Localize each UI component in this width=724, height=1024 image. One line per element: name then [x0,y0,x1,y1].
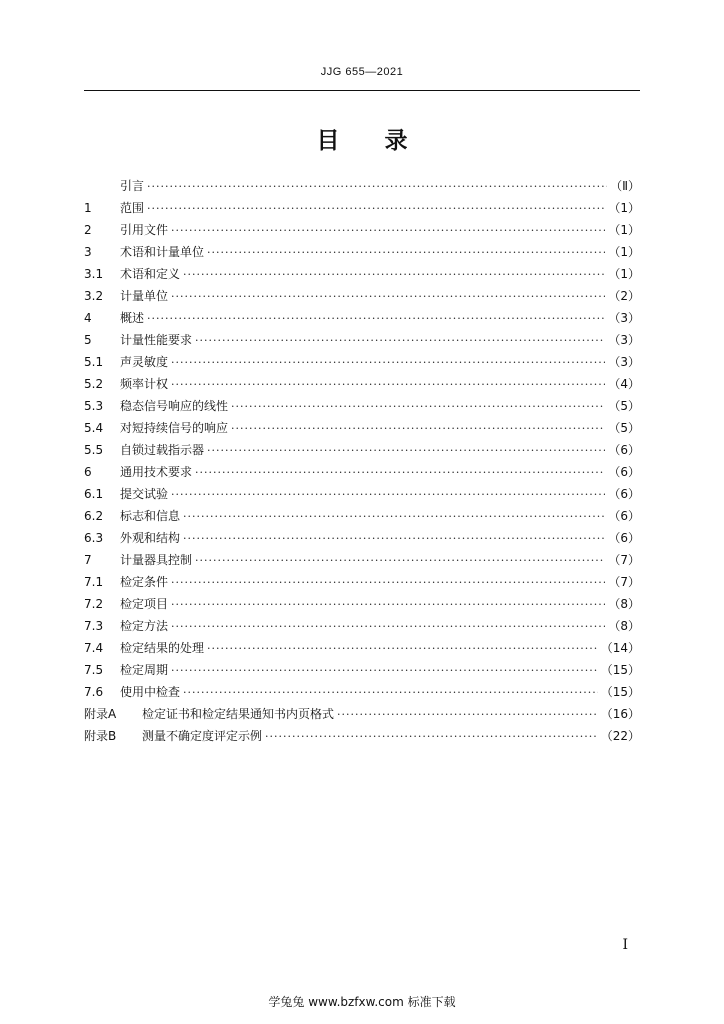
toc-entry-label: 检定证书和检定结果通知书内页格式 [142,707,335,721]
toc-entry-number: 附录B [84,729,117,743]
toc-entry[interactable] [84,219,640,241]
toc-leader-dots [183,528,605,550]
toc-entry[interactable] [84,307,640,329]
toc-entry[interactable] [84,549,640,571]
toc-entry-label: 外观和结构 [120,531,181,545]
toc-leader-dots [171,374,605,396]
toc-entry-label: 频率计权 [120,377,169,391]
toc-leader-dots [171,286,605,308]
toc-entry-label: 提交试验 [120,487,169,501]
footer-watermark: 学兔兔 www.bzfxw.com 标准下载 [268,995,456,1009]
toc-entry[interactable] [84,373,640,395]
toc-entry[interactable] [84,725,640,747]
toc-entry-label: 术语和定义 [120,267,181,281]
page-title: 目录 [316,128,453,154]
toc-leader-dots [207,440,605,462]
toc-entry-page: （1） [608,201,640,215]
toc-entry[interactable] [84,571,640,593]
toc-entry-page: （6） [608,487,640,501]
toc-entry-number: 3 [84,245,92,259]
toc-entry-page: （1） [608,223,640,237]
toc-entry-label: 引言 [120,179,145,193]
toc-entry-label: 自锁过载指示器 [120,443,205,457]
toc-entry-number: 7.3 [84,619,104,633]
toc-leader-dots [207,638,598,660]
toc-leader-dots [171,660,598,682]
toc-leader-dots [231,396,605,418]
toc-entry-number: 6.2 [84,509,104,523]
toc-entry-label: 对短持续信号的响应 [120,421,229,435]
toc-entry-number: 5.5 [84,443,104,457]
toc-entry-number: 7.1 [84,575,104,589]
toc-entry-number: 5.2 [84,377,104,391]
toc-leader-dots [171,484,605,506]
toc-entry-number: 1 [84,201,92,215]
toc-entry[interactable] [84,505,640,527]
toc-entry-label: 引用文件 [120,223,169,237]
toc-entry[interactable] [84,329,640,351]
toc-leader-dots [171,572,605,594]
toc-leader-dots [171,352,605,374]
document-header-code: JJG 655—2021 [320,66,404,78]
toc-entry-number: 3.1 [84,267,104,281]
toc-entry-number: 7.2 [84,597,104,611]
toc-leader-dots [195,462,605,484]
toc-entry-number: 3.2 [84,289,104,303]
toc-entry-label: 范围 [120,201,145,215]
toc-entry[interactable] [84,703,640,725]
toc-entry-label: 术语和计量单位 [120,245,205,259]
toc-entry-page: （15） [600,663,640,677]
toc-entry-page: （8） [608,619,640,633]
toc-entry[interactable] [84,395,640,417]
toc-entry-page: （4） [608,377,640,391]
toc-leader-dots [171,594,605,616]
toc-entry[interactable] [84,527,640,549]
toc-entry-label: 检定项目 [120,597,169,611]
toc-entry-page: （6） [608,443,640,457]
toc-entry-page: （3） [608,311,640,325]
toc-entry-number: 5.4 [84,421,104,435]
toc-entry-label: 标志和信息 [120,509,181,523]
toc-entry-page: （7） [608,575,640,589]
toc-entry-number: 附录A [84,707,117,721]
toc-entry[interactable] [84,351,640,373]
toc-leader-dots [183,682,598,704]
toc-entry-number: 2 [84,223,92,237]
toc-entry-number: 7 [84,553,92,567]
toc-entry[interactable] [84,659,640,681]
toc-entry-label: 稳态信号响应的线性 [120,399,229,413]
toc-entry-number: 7.5 [84,663,104,677]
toc-entry-number: 7.4 [84,641,104,655]
toc-entry-page: （1） [608,267,640,281]
toc-entry[interactable] [84,197,640,219]
toc-leader-dots [195,550,605,572]
toc-entry-page: （3） [608,355,640,369]
toc-entry-page: （6） [608,509,640,523]
toc-entry-number: 4 [84,311,92,325]
toc-leader-dots [171,616,605,638]
toc-leader-dots [147,176,607,198]
toc-entry-page: （16） [600,707,640,721]
toc-entry-number: 6.3 [84,531,104,545]
toc-entry[interactable] [84,175,640,197]
toc-entry-page: （Ⅱ） [610,179,640,193]
toc-entry[interactable] [84,483,640,505]
header-rule [84,90,640,91]
toc-entry-number: 6.1 [84,487,104,501]
toc-entry[interactable] [84,593,640,615]
toc-entry-label: 测量不确定度评定示例 [142,729,263,743]
toc-entry-number: 6 [84,465,92,479]
toc-entry-page: （14） [600,641,640,655]
toc-entry-label: 检定方法 [120,619,169,633]
toc-entry[interactable] [84,263,640,285]
toc-entry-label: 检定周期 [120,663,169,677]
toc-leader-dots [207,242,605,264]
toc-entry-page: （3） [608,333,640,347]
toc-entry-label: 计量单位 [120,289,169,303]
table-of-contents [84,175,640,747]
toc-entry-label: 概述 [120,311,145,325]
toc-entry-page: （7） [608,553,640,567]
toc-entry-label: 计量性能要求 [120,333,193,347]
toc-entry[interactable] [84,681,640,703]
toc-entry-number: 7.6 [84,685,104,699]
toc-entry-page: （6） [608,465,640,479]
toc-entry[interactable] [84,417,640,439]
toc-entry-page: （5） [608,421,640,435]
toc-entry[interactable] [84,637,640,659]
toc-leader-dots [195,330,605,352]
toc-leader-dots [337,704,598,726]
toc-entry-page: （5） [608,399,640,413]
toc-entry[interactable] [84,615,640,637]
toc-entry-label: 声灵敏度 [120,355,169,369]
toc-leader-dots [265,726,598,748]
toc-entry-label: 通用技术要求 [120,465,193,479]
toc-leader-dots [147,308,605,330]
toc-leader-dots [231,418,605,440]
toc-leader-dots [171,220,605,242]
toc-entry[interactable] [84,461,640,483]
toc-entry-number: 5.1 [84,355,104,369]
toc-entry-page: （8） [608,597,640,611]
toc-entry-label: 检定条件 [120,575,169,589]
toc-entry-label: 检定结果的处理 [120,641,205,655]
toc-entry-page: （22） [600,729,640,743]
toc-entry[interactable] [84,285,640,307]
toc-leader-dots [183,506,605,528]
toc-entry-page: （2） [608,289,640,303]
toc-entry-number: 5 [84,333,92,347]
toc-entry-page: （15） [600,685,640,699]
toc-entry-label: 使用中检查 [120,685,181,699]
toc-leader-dots [183,264,605,286]
page-number: I [622,937,628,953]
toc-leader-dots [147,198,605,220]
toc-entry-label: 计量器具控制 [120,553,193,567]
toc-entry-page: （1） [608,245,640,259]
toc-entry[interactable] [84,439,640,461]
toc-entry-page: （6） [608,531,640,545]
toc-entry[interactable] [84,241,640,263]
toc-entry-number: 5.3 [84,399,104,413]
